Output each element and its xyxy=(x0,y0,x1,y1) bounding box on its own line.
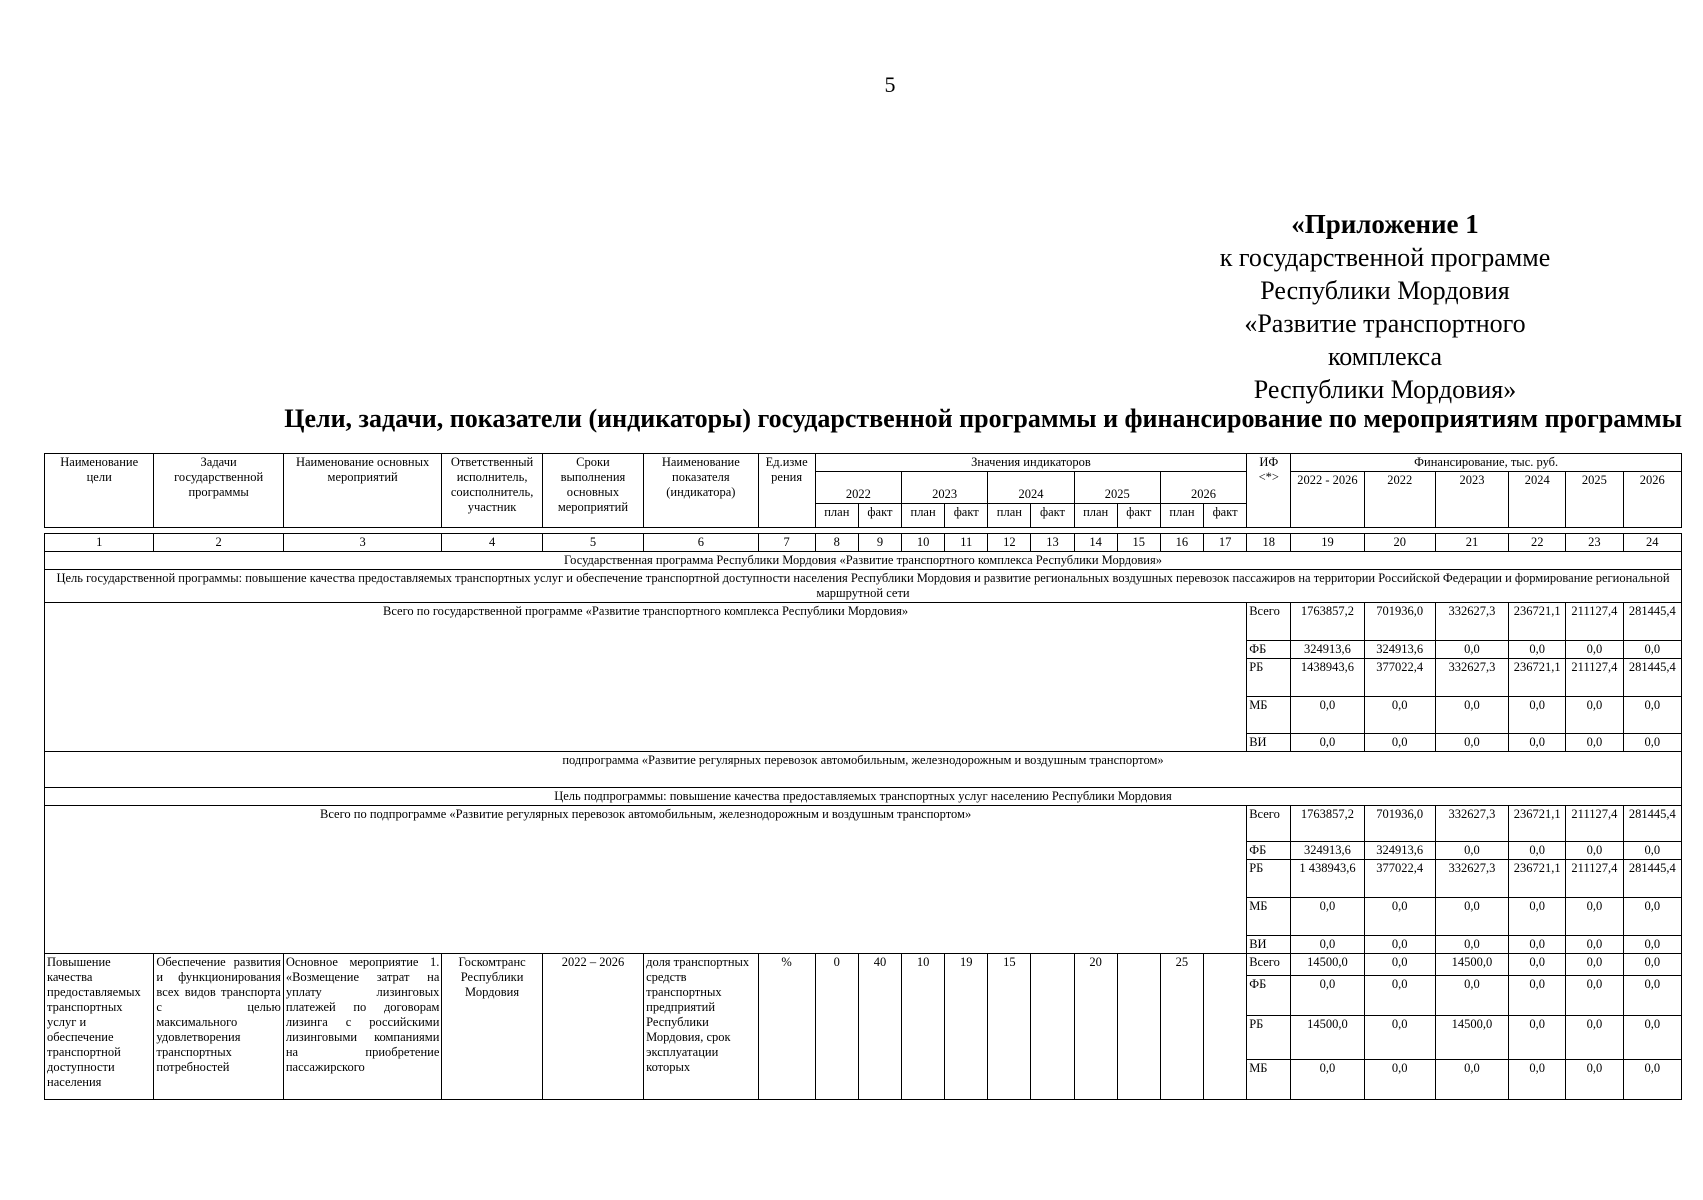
appendix-line: к государственной программе xyxy=(1219,243,1551,272)
fin-value: 0,0 xyxy=(1291,936,1364,954)
fin-source: Всего xyxy=(1247,806,1291,842)
program-table xyxy=(44,453,1682,1100)
header-financing: Финансирование, тыс. руб. xyxy=(1291,454,1682,472)
indicator-value xyxy=(1031,954,1074,1100)
fin-value: 1 438943,6 xyxy=(1291,860,1364,898)
fin-value: 236721,1 xyxy=(1509,806,1566,842)
column-number: 20 xyxy=(1364,534,1435,552)
column-number: 6 xyxy=(644,534,758,552)
fin-value: 1438943,6 xyxy=(1291,659,1364,697)
header-fact: факт xyxy=(945,504,988,528)
fin-value: 0,0 xyxy=(1566,1016,1623,1060)
fin-value: 1763857,2 xyxy=(1291,603,1364,641)
appendix-title: «Приложение 1 xyxy=(1291,209,1479,239)
column-number: 7 xyxy=(758,534,815,552)
fin-value: 701936,0 xyxy=(1364,603,1435,641)
activity-unit: % xyxy=(758,954,815,1100)
fin-value: 0,0 xyxy=(1509,976,1566,1016)
column-number: 24 xyxy=(1623,534,1682,552)
fin-value: 0,0 xyxy=(1566,898,1623,936)
fin-value: 1763857,2 xyxy=(1291,806,1364,842)
column-number: 22 xyxy=(1509,534,1566,552)
fin-value: 0,0 xyxy=(1435,898,1508,936)
fin-value: 332627,3 xyxy=(1435,659,1508,697)
header-year: 2022 xyxy=(815,472,901,504)
fin-source: ФБ xyxy=(1247,842,1291,860)
fin-value: 0,0 xyxy=(1364,1016,1435,1060)
fin-value: 0,0 xyxy=(1291,734,1364,752)
fin-source: ФБ xyxy=(1247,641,1291,659)
fin-value: 0,0 xyxy=(1566,734,1623,752)
indicator-value xyxy=(1117,954,1160,1100)
header-year: 2023 xyxy=(902,472,988,504)
fin-value: 324913,6 xyxy=(1364,641,1435,659)
fin-source: РБ xyxy=(1247,1016,1291,1060)
fin-value: 14500,0 xyxy=(1435,1016,1508,1060)
fin-source: ВИ xyxy=(1247,734,1291,752)
activity-goal: Повышение качества предоставляемых транспортных услуг и обеспечение транспортной доступности населения xyxy=(45,954,154,1100)
fin-value: 0,0 xyxy=(1623,936,1682,954)
header-fin-year: 2024 xyxy=(1509,472,1566,528)
fin-value: 14500,0 xyxy=(1291,1016,1364,1060)
header-year: 2026 xyxy=(1160,472,1246,504)
fin-value: 0,0 xyxy=(1435,976,1508,1016)
fin-value: 0,0 xyxy=(1364,898,1435,936)
header-year: 2025 xyxy=(1074,472,1160,504)
indicator-value: 25 xyxy=(1160,954,1203,1100)
fin-value: 0,0 xyxy=(1509,842,1566,860)
subprogram-total-label: Всего по подпрограмме «Развитие регулярных перевозок автомобильным, железнодорожным и воздушным транспортом» xyxy=(45,806,1247,954)
indicator-value: 40 xyxy=(858,954,901,1100)
fin-value: 0,0 xyxy=(1566,1060,1623,1100)
indicator-value: 15 xyxy=(988,954,1031,1100)
fin-value: 0,0 xyxy=(1291,697,1364,734)
fin-value: 0,0 xyxy=(1566,842,1623,860)
fin-value: 0,0 xyxy=(1509,954,1566,976)
column-number: 5 xyxy=(542,534,643,552)
document-title: Цели, задачи, показатели (индикаторы) государственной программы и финансирование по мероприятиям программы xyxy=(284,404,1682,433)
fin-value: 211127,4 xyxy=(1566,806,1623,842)
program-goal: Цель государственной программы: повышение качества предоставляемых транспортных услуг и обеспечение транспортной доступности населения Республики Мордовия и развитие региональных воздушных перевозок пассажиров на территории Российской Федерации и формирование региональной маршрутной сети xyxy=(45,570,1682,603)
fin-value: 0,0 xyxy=(1435,641,1508,659)
fin-value: 377022,4 xyxy=(1364,659,1435,697)
column-number: 15 xyxy=(1117,534,1160,552)
fin-value: 0,0 xyxy=(1435,734,1508,752)
fin-value: 332627,3 xyxy=(1435,806,1508,842)
fin-value: 0,0 xyxy=(1566,954,1623,976)
fin-value: 0,0 xyxy=(1623,898,1682,936)
fin-value: 0,0 xyxy=(1291,898,1364,936)
column-number: 3 xyxy=(283,534,442,552)
fin-source: РБ xyxy=(1247,860,1291,898)
fin-value: 0,0 xyxy=(1509,734,1566,752)
fin-source: МБ xyxy=(1247,898,1291,936)
fin-source: МБ xyxy=(1247,1060,1291,1100)
header-goal: Наименование цели xyxy=(45,454,154,528)
indicator-value: 0 xyxy=(815,954,858,1100)
fin-value: 332627,3 xyxy=(1435,860,1508,898)
fin-value: 0,0 xyxy=(1623,641,1682,659)
fin-value: 0,0 xyxy=(1623,697,1682,734)
column-number: 2 xyxy=(154,534,283,552)
indicator-value: 10 xyxy=(902,954,945,1100)
column-number: 23 xyxy=(1566,534,1623,552)
page-number: 5 xyxy=(884,72,896,97)
fin-value: 0,0 xyxy=(1509,1060,1566,1100)
fin-value: 0,0 xyxy=(1435,936,1508,954)
column-number: 19 xyxy=(1291,534,1364,552)
fin-value: 0,0 xyxy=(1623,1060,1682,1100)
header-indicator-values: Значения индикаторов xyxy=(815,454,1246,472)
fin-value: 0,0 xyxy=(1364,1060,1435,1100)
fin-value: 211127,4 xyxy=(1566,659,1623,697)
fin-value: 0,0 xyxy=(1291,976,1364,1016)
indicator-value: 20 xyxy=(1074,954,1117,1100)
fin-value: 211127,4 xyxy=(1566,603,1623,641)
subprogram-goal: Цель подпрограммы: повышение качества предоставляемых транспортных услуг населению Республики Мордовия xyxy=(45,788,1682,806)
appendix-line: Республики Мордовия» xyxy=(1253,375,1517,404)
fin-value: 0,0 xyxy=(1623,842,1682,860)
activity-executor: Госкомтранс Республики Мордовия xyxy=(442,954,542,1100)
fin-value: 701936,0 xyxy=(1364,806,1435,842)
fin-value: 0,0 xyxy=(1509,1016,1566,1060)
column-number: 17 xyxy=(1204,534,1247,552)
header-fact: факт xyxy=(858,504,901,528)
fin-value: 0,0 xyxy=(1623,954,1682,976)
fin-value: 0,0 xyxy=(1364,936,1435,954)
header-fact: факт xyxy=(1031,504,1074,528)
fin-source: Всего xyxy=(1247,954,1291,976)
indicator-value xyxy=(1204,954,1247,1100)
header-fin-year: 2026 xyxy=(1623,472,1682,528)
fin-source: Всего xyxy=(1247,603,1291,641)
fin-value: 14500,0 xyxy=(1291,954,1364,976)
activity-name: Основное мероприятие 1. «Возмещение затрат на уплату лизинговых платежей по договорам лизинга с российскими лизинговыми компаниями на приобретение пассажирского xyxy=(283,954,442,1100)
fin-source: ВИ xyxy=(1247,936,1291,954)
header-fact: факт xyxy=(1204,504,1247,528)
fin-value: 281445,4 xyxy=(1623,659,1682,697)
fin-value: 236721,1 xyxy=(1509,603,1566,641)
fin-value: 0,0 xyxy=(1364,697,1435,734)
fin-value: 0,0 xyxy=(1509,898,1566,936)
fin-value: 0,0 xyxy=(1566,697,1623,734)
fin-value: 0,0 xyxy=(1291,1060,1364,1100)
fin-value: 0,0 xyxy=(1566,641,1623,659)
activity-indicator: доля транспортных средств транспортных предприятий Республики Мордовия, срок эксплуатации которых xyxy=(644,954,758,1100)
fin-value: 281445,4 xyxy=(1623,860,1682,898)
header-fin-year: 2022 - 2026 xyxy=(1291,472,1364,528)
header-plan: план xyxy=(902,504,945,528)
header-tasks: Задачи государственной программы xyxy=(154,454,283,528)
header-terms: Сроки выполнения основных мероприятий xyxy=(542,454,643,528)
fin-value: 0,0 xyxy=(1623,976,1682,1016)
fin-source: ФБ xyxy=(1247,976,1291,1016)
appendix-line: Республики Мордовия xyxy=(1260,276,1510,305)
column-number: 1 xyxy=(45,534,154,552)
subprogram-title: подпрограмма «Развитие регулярных перевозок автомобильным, железнодорожным и воздушным транспортом» xyxy=(45,752,1682,788)
header-executor: Ответственный исполнитель, соисполнитель, участник xyxy=(442,454,542,528)
column-number: 11 xyxy=(945,534,988,552)
fin-source: РБ xyxy=(1247,659,1291,697)
column-number: 14 xyxy=(1074,534,1117,552)
fin-value: 0,0 xyxy=(1509,936,1566,954)
fin-value: 0,0 xyxy=(1435,1060,1508,1100)
activity-task: Обеспечение развития и функционирования всех видов транспорта с целью максимального удовлетворения транспортных потребностей xyxy=(154,954,283,1100)
appendix-line: «Развитие транспортного комплекса xyxy=(1244,309,1526,371)
header-fin-year: 2025 xyxy=(1566,472,1623,528)
program-total-label: Всего по государственной программе «Развитие транспортного комплекса Республики Мордовия» xyxy=(45,603,1247,752)
fin-value: 0,0 xyxy=(1509,697,1566,734)
header-plan: план xyxy=(815,504,858,528)
header-if: ИФ <*> xyxy=(1247,454,1291,528)
activity-terms: 2022 – 2026 xyxy=(542,954,643,1100)
header-year: 2024 xyxy=(988,472,1074,504)
fin-value: 0,0 xyxy=(1435,842,1508,860)
fin-value: 0,0 xyxy=(1364,954,1435,976)
fin-value: 281445,4 xyxy=(1623,603,1682,641)
fin-value: 0,0 xyxy=(1566,936,1623,954)
column-number: 4 xyxy=(442,534,542,552)
header-plan: план xyxy=(1074,504,1117,528)
fin-value: 14500,0 xyxy=(1435,954,1508,976)
header-indicator: Наименование показателя (индикатора) xyxy=(644,454,758,528)
header-plan: план xyxy=(988,504,1031,528)
header-plan: план xyxy=(1160,504,1203,528)
column-number: 18 xyxy=(1247,534,1291,552)
fin-value: 0,0 xyxy=(1435,697,1508,734)
fin-value: 236721,1 xyxy=(1509,659,1566,697)
column-number: 9 xyxy=(858,534,901,552)
fin-source: МБ xyxy=(1247,697,1291,734)
fin-value: 0,0 xyxy=(1623,1016,1682,1060)
fin-value: 0,0 xyxy=(1566,976,1623,1016)
fin-value: 324913,6 xyxy=(1291,641,1364,659)
header-fin-year: 2023 xyxy=(1435,472,1508,528)
fin-value: 281445,4 xyxy=(1623,806,1682,842)
fin-value: 211127,4 xyxy=(1566,860,1623,898)
fin-value: 0,0 xyxy=(1364,976,1435,1016)
column-number: 13 xyxy=(1031,534,1074,552)
indicator-value: 19 xyxy=(945,954,988,1100)
header-unit: Ед.изме рения xyxy=(758,454,815,528)
column-number: 12 xyxy=(988,534,1031,552)
appendix-header xyxy=(1200,208,1570,406)
header-activities: Наименование основных мероприятий xyxy=(283,454,442,528)
column-number: 10 xyxy=(902,534,945,552)
fin-value: 377022,4 xyxy=(1364,860,1435,898)
column-number: 8 xyxy=(815,534,858,552)
fin-value: 324913,6 xyxy=(1364,842,1435,860)
header-fact: факт xyxy=(1117,504,1160,528)
fin-value: 324913,6 xyxy=(1291,842,1364,860)
fin-value: 236721,1 xyxy=(1509,860,1566,898)
header-fin-year: 2022 xyxy=(1364,472,1435,528)
fin-value: 0,0 xyxy=(1509,641,1566,659)
fin-value: 0,0 xyxy=(1364,734,1435,752)
program-title: Государственная программа Республики Мордовия «Развитие транспортного комплекса Республики Мордовия» xyxy=(45,552,1682,570)
fin-value: 332627,3 xyxy=(1435,603,1508,641)
column-number: 16 xyxy=(1160,534,1203,552)
column-number: 21 xyxy=(1435,534,1508,552)
fin-value: 0,0 xyxy=(1623,734,1682,752)
